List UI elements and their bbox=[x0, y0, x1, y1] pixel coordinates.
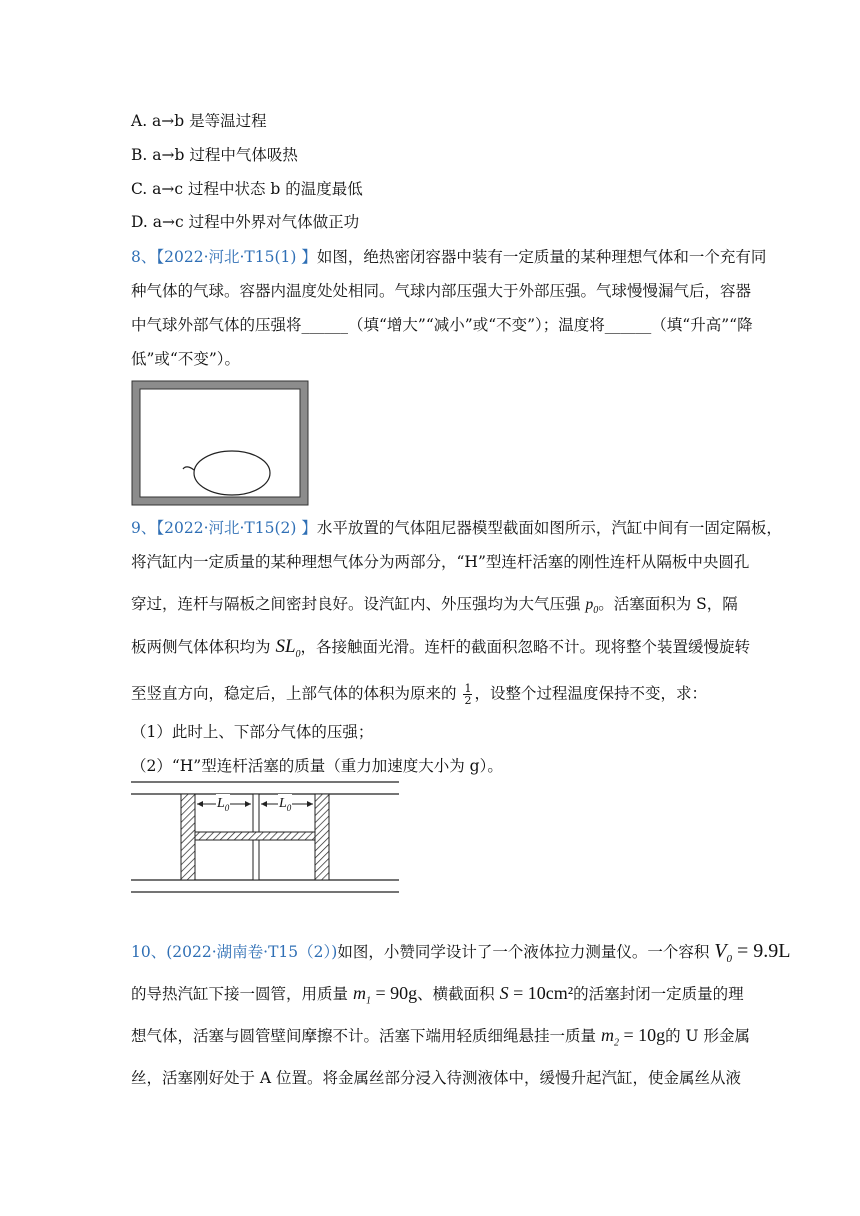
q10-line-3 bbox=[131, 1025, 750, 1054]
option-a: A. a→b 是等温过程 bbox=[131, 112, 267, 130]
option-c: C. a→c 过程中状态 b 的温度最低 bbox=[131, 180, 363, 198]
p0-symbol: $p_0$ bbox=[585, 596, 599, 617]
q9-source: 【2022·河北·T15(2) 】 bbox=[156, 519, 317, 537]
q8-line-4: 低”或“不变”）。 bbox=[131, 350, 241, 368]
q8-line-3: 中气球外部气体的压强将______（填“增大”“减小”或“不变”）；温度将______（填“升高”“降 bbox=[131, 316, 753, 334]
q10-text-2b: 、横截面积 bbox=[417, 985, 495, 1003]
q10-text-2c: 的活塞封闭一定质量的理 bbox=[573, 985, 744, 1003]
m1-formula: $m_1 = 90g$ bbox=[352, 983, 418, 1007]
q10-source: (2022·湖南卷·T15（2）) bbox=[166, 943, 338, 961]
q9-text-4b: ，各接触面光滑。连杆的截面积忽略不计。现将整个装置缓慢旋转 bbox=[300, 638, 751, 656]
connecting-rod bbox=[195, 832, 315, 840]
q9-line-5 bbox=[131, 637, 750, 665]
option-b: B. a→b 过程中气体吸热 bbox=[131, 146, 298, 164]
q9-number: 9、 bbox=[131, 519, 157, 537]
q10-text-2a: 的导热汽缸下接一圆管，用质量 bbox=[131, 985, 349, 1003]
q10-text-3b: 的 U 形金属 bbox=[665, 1027, 751, 1045]
fraction-one-half: $\frac{1}{2}$ bbox=[464, 682, 472, 707]
balloon bbox=[194, 451, 270, 495]
q10-line-4: 丝，活塞刚好处于 A 位置。将金属丝部分浸入待测液体中，缓慢升起汽缸，使金属丝从液 bbox=[131, 1069, 742, 1087]
q10-number: 10、 bbox=[131, 943, 167, 961]
h-piston-damper-figure bbox=[131, 780, 401, 895]
dimension-label-left: $L_0$ bbox=[216, 794, 230, 818]
right-piston bbox=[315, 794, 329, 880]
q9-sub-2: （2）“H”型连杆活塞的质量（重力加速度大小为 g）。 bbox=[131, 757, 503, 775]
q9-line-4 bbox=[131, 594, 738, 621]
q8-line-1 bbox=[131, 247, 766, 267]
S-formula: S = 10cm² bbox=[499, 983, 574, 1003]
option-d: D. a→c 过程中外界对气体做正功 bbox=[131, 213, 360, 231]
q9-line-1 bbox=[131, 518, 782, 538]
q8-line-2: 种气体的气球。容器内温度处处相同。气球内部压强大于外部压强。气球慢慢漏气后，容器 bbox=[131, 282, 752, 300]
q9-line-2: 将汽缸内一定质量的某种理想气体分为两部分，“H”型连杆活塞的刚性连杆从隔板中央圆孔 bbox=[131, 553, 750, 571]
q9-text-4a: 板两侧气体体积均为 bbox=[131, 638, 271, 656]
q10-text-1a: 如图，小赞同学设计了一个液体拉力测量仪。一个容积 bbox=[337, 943, 710, 961]
q9-text-3b: 。活塞面积为 S，隔 bbox=[598, 595, 738, 613]
q10-line-1 bbox=[131, 941, 790, 969]
q9-text-5a: 至竖直方向，稳定后，上部气体的体积为原来的 bbox=[131, 684, 457, 703]
q10-line-2 bbox=[131, 983, 744, 1012]
V0-formula: $V_0 = 9.9L$ bbox=[714, 940, 791, 965]
q8-number: 8、 bbox=[131, 248, 157, 266]
q8-source: 【2022·河北·T15(1) 】 bbox=[156, 248, 317, 266]
q10-text-3a: 想气体，活塞与圆管壁间摩擦不计。活塞下端用轻质细绳悬挂一质量 bbox=[131, 1027, 597, 1045]
q9-sub-1: （1）此时上、下部分气体的压强； bbox=[131, 723, 374, 741]
q9-text-5b: ，设整个过程温度保持不变，求： bbox=[474, 684, 707, 703]
m2-formula: $m_2 = 10g$ bbox=[600, 1025, 666, 1049]
container-balloon-figure bbox=[131, 380, 309, 506]
q8-text-1: 如图，绝热密闭容器中装有一定质量的某种理想气体和一个充有同 bbox=[316, 248, 767, 266]
partition-top bbox=[253, 794, 259, 832]
q9-line-6 bbox=[131, 683, 707, 706]
SL0-symbol: $SL_0$ bbox=[275, 636, 301, 660]
dimension-label-right: $L_0$ bbox=[278, 794, 292, 818]
partition-bottom bbox=[253, 840, 259, 880]
left-piston bbox=[181, 794, 195, 880]
q9-text-3a: 穿过，连杆与隔板之间密封良好。设汽缸内、外压强均为大气压强 bbox=[131, 595, 581, 613]
q9-text-1: 水平放置的气体阻尼器模型截面如图所示，汽缸中间有一固定隔板， bbox=[316, 519, 782, 537]
